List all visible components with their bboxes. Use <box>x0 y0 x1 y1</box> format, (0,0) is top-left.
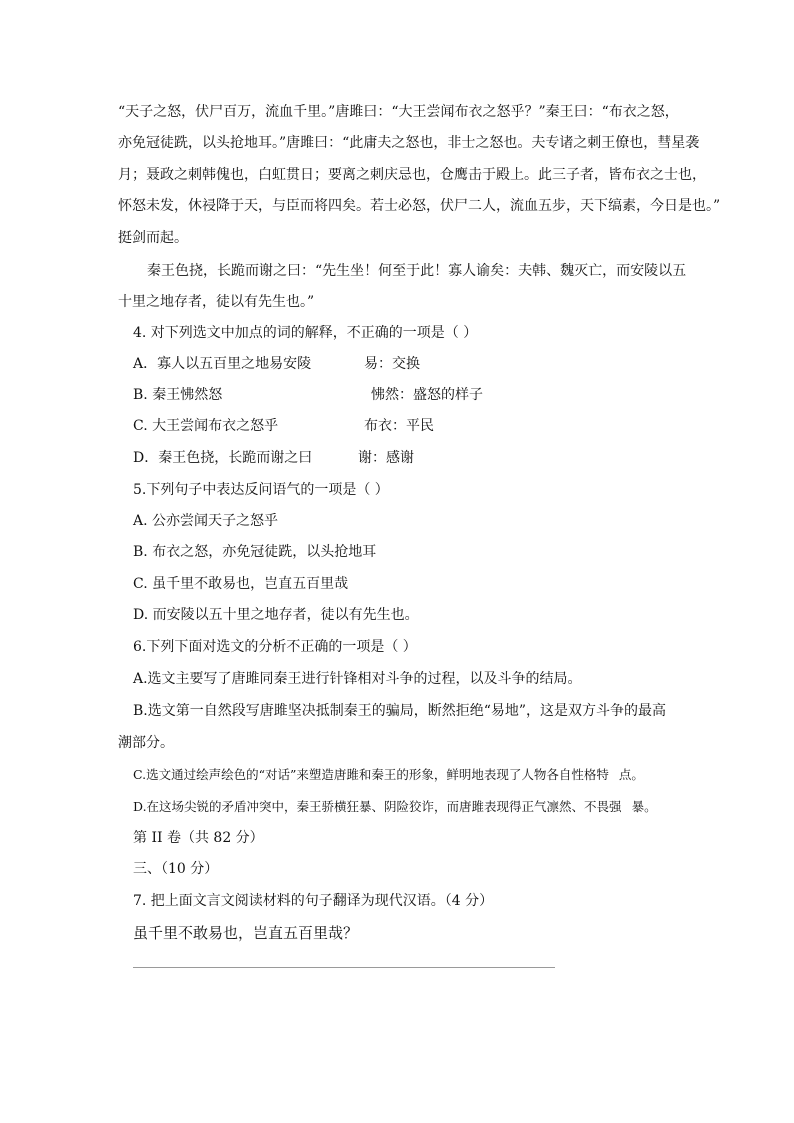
q7-sentence: 虽千里不敢易也，岂直五百里哉？ <box>133 924 359 942</box>
q4-option-c-gloss: 布衣：平民 <box>364 418 434 434</box>
q4-option-d: D．秦王色挠，长跪而谢之曰 <box>133 450 313 466</box>
q6-option-d-tail: 暴。 <box>631 799 657 814</box>
passage-line-5: 挺剑而起。 <box>118 230 188 246</box>
answer-line[interactable] <box>133 967 555 968</box>
passage-line-1: “天子之怒，伏尸百万，流血千里。”唐雎曰：“大王尝闻布衣之怒乎？”秦王曰：“布衣之怒， <box>118 104 679 120</box>
passage-line-6: 秦王色挠，长跪而谢之曰：“先生坐！何至于此！寡人谕矣：夫韩、魏灭亡，而安陵以五 <box>147 263 687 279</box>
q6-option-b-line2: 潮部分。 <box>118 735 174 751</box>
q4-option-b: B. 秦王怫然怒 <box>133 387 223 403</box>
q4-option-a-gloss: 易：交换 <box>364 356 420 372</box>
q6-option-c-main: C.选文通过绘声绘色的“对话”来塑造唐雎和秦王的形象，鲜明地表现了人物各自性格特 <box>133 767 609 782</box>
q4-stem: 4. 对下列选文中加点的词的解释，不正确的一项是（ ） <box>133 325 478 341</box>
q5-option-d: D. 而安陵以五十里之地存者，徒以有先生也。 <box>133 607 419 623</box>
passage-line-2: 亦免冠徒跣，以头抢地耳。”唐雎曰：“此庸夫之怒也，非士之怒也。夫专诸之刺王僚也，彗星袭 <box>118 135 700 151</box>
section-part: 三、（10 分） <box>133 861 219 877</box>
q5-option-b: B. 布衣之怒，亦免冠徒跣，以头抢地耳 <box>133 544 377 560</box>
q5-option-a: A. 公亦尝闻天子之怒乎 <box>133 513 279 529</box>
passage-line-3: 月；聂政之刺韩傀也，白虹贯日；要离之刺庆忌也，仓鹰击于殿上。此三子者，皆布衣之士也， <box>118 167 706 183</box>
passage-line-4: 怀怒未发，休祲降于天，与臣而将四矣。若士必怒，伏尸二人，流血五步，天下缟素，今日是也。” <box>118 198 721 214</box>
q5-option-c: C. 虽千里不敢易也，岂直五百里哉 <box>133 576 349 592</box>
q4-option-c: C. 大王尝闻布衣之怒乎 <box>133 418 279 434</box>
q6-option-d <box>133 798 657 816</box>
q4-option-d-gloss: 谢：感谢 <box>358 450 414 466</box>
passage-line-7: 十里之地存者，徒以有先生也。” <box>118 294 315 310</box>
q6-option-b-line1: B.选文第一自然段写唐雎坚决抵制秦王的骗局，断然拒绝“易地”，这是双方斗争的最高 <box>133 703 667 719</box>
q6-option-d-main: D.在这场尖锐的矛盾冲突中，秦王骄横狂暴、阴险狡诈，而唐雎表现得正气凛然、不畏强 <box>133 799 622 814</box>
q7-stem: 7. 把上面文言文阅读材料的句子翻译为现代汉语。（4 分） <box>133 893 494 909</box>
q6-option-c-tail: 点。 <box>618 767 644 782</box>
q4-option-a: A．寡人以五百里之地易安陵 <box>133 356 312 372</box>
q5-stem: 5.下列句子中表达反问语气的一项是（ ） <box>133 482 389 498</box>
q6-option-a: A.选文主要写了唐雎同秦王进行针锋相对斗争的过程，以及斗争的结局。 <box>133 671 582 687</box>
section-title: 第 II 卷（共 82 分） <box>133 830 264 846</box>
q6-stem: 6.下列下面对选文的分析不正确的一项是（ ） <box>133 639 417 655</box>
q4-option-b-gloss: 怫然：盛怒的样子 <box>371 387 483 403</box>
q6-option-c <box>133 766 644 784</box>
